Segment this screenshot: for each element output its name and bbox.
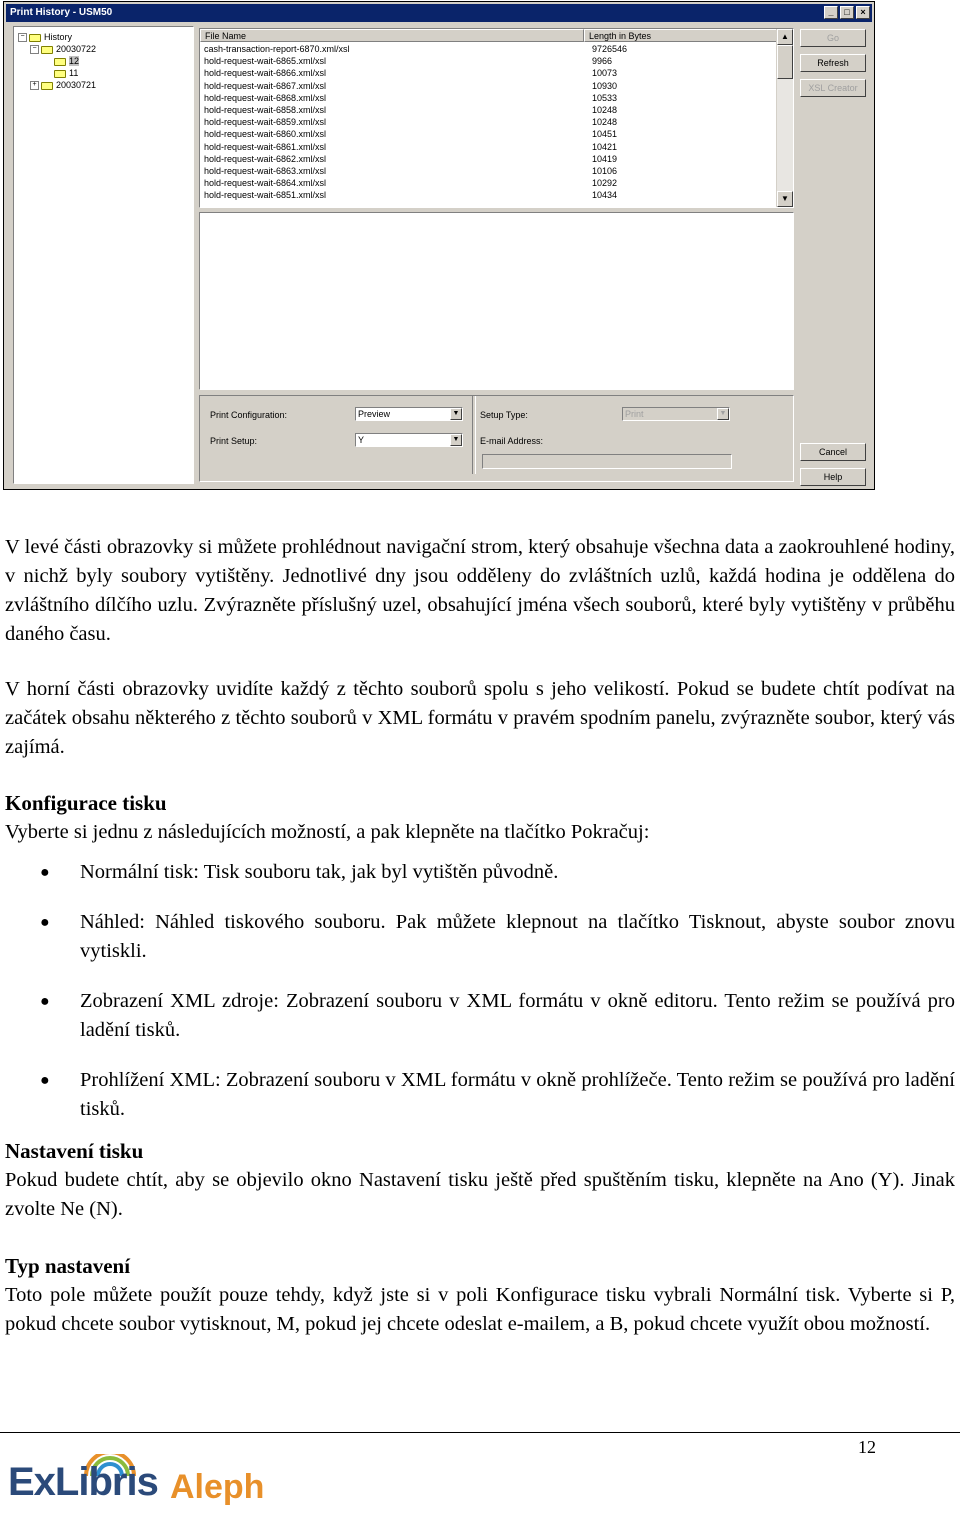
length-cell: 9726546 [592,44,628,54]
length-cell: 10930 [592,80,618,91]
folder-open-icon [41,46,53,54]
tree-node-hour[interactable]: 11 [54,67,78,79]
setup-type-label: Setup Type: [480,410,528,420]
dropdown-arrow-icon[interactable]: ▼ [717,408,729,420]
table-row[interactable] [200,55,777,67]
options-divider [472,396,476,474]
file-name-cell: hold-request-wait-6868.xml/xsl [204,92,327,103]
bullet-icon: ● [40,993,50,1010]
print-setup-label: Print Setup: [210,436,258,446]
length-cell: 10451 [592,129,618,140]
footer-rule [0,1432,960,1433]
folder-icon [54,58,66,66]
file-name-cell: hold-request-wait-6862.xml/xsl [204,153,327,164]
length-cell: 9966 [592,56,613,67]
table-row[interactable] [200,104,777,116]
length-cell: 10434 [592,190,618,201]
length-cell: 10419 [592,153,618,164]
paragraph-setup-type: Toto pole můžete použít pouze tehdy, když jste si v poli Konfigurace tisku vybrali Normální tisk. Vyberte si P, pokud chcete soubor vytisknout, M, pokud jej chcete odeslat e-mailem, a B, pokud chcete využít obou možností. [5,1284,955,1335]
scroll-up-icon[interactable]: ▲ [777,29,793,45]
heading-print-setup: Nastavení tisku [5,1139,144,1163]
file-name-cell: hold-request-wait-6865.xml/xsl [204,56,327,67]
bullet-normal-print: Normální tisk: Tisk souboru tak, jak byl vytištěn původně. [80,861,559,883]
file-list-grid[interactable] [199,28,794,208]
grid-scrollbar[interactable] [776,29,793,207]
collapse-icon[interactable]: − [18,33,27,42]
file-name-cell: cash-transaction-report-6870.xml/xsl [204,44,350,54]
table-row[interactable] [200,43,777,55]
table-row[interactable] [200,141,777,153]
length-cell: 10292 [592,178,618,189]
window-titlebar [6,4,872,22]
maximize-button[interactable]: □ [840,6,854,19]
bullet-icon: ● [40,864,50,881]
logo-exlibris-text: ExLibris [8,1460,158,1504]
file-name-cell: hold-request-wait-6864.xml/xsl [204,178,327,189]
tree-node-day[interactable]: + 20030721 [30,79,96,91]
tree-node-history[interactable]: − History [18,31,72,43]
paragraph-navigation-tree: V levé části obrazovky si můžete prohlédnout navigační strom, který obsahuje všechna data a zaokrouhlené hodiny, v nichž byly soubory vytištěny. Jednotlivé dny jsou odděleny do zvláštních uzlů, každá hodina je oddělena do zvláštního dílčího uzlu. Zvýrazněte příslušný uzel, obsahující jména všech souborů, které byly vytištěny v průběhu daného času. [5,536,955,645]
file-name-cell: hold-request-wait-6851.xml/xsl [204,190,327,201]
minimize-button[interactable]: _ [824,6,838,19]
file-name-cell: hold-request-wait-6858.xml/xsl [204,105,327,115]
help-button[interactable]: Help [800,468,866,486]
bullet-xml-browse: Prohlížení XML: Zobrazení souboru v XML formátu v okně prohlížeče. Tento režim se používá pro ladění tisků. [80,1069,955,1120]
table-row[interactable] [200,80,777,92]
page-number: 12 [858,1437,876,1457]
length-cell: 10106 [592,166,618,176]
length-cell: 10248 [592,105,618,115]
folder-open-icon [29,34,41,42]
bullet-xml-source: Zobrazení XML zdroje: Zobrazení souboru v XML formátu v okně editoru. Tento režim se používá pro ladění tisků. [80,990,955,1041]
file-name-cell: hold-request-wait-6867.xml/xsl [204,80,327,91]
email-field[interactable] [482,454,732,469]
file-name-cell: hold-request-wait-6861.xml/xsl [204,141,327,152]
folder-icon [54,70,66,78]
table-row[interactable] [200,128,777,140]
table-row[interactable] [200,116,777,128]
heading-print-configuration: Konfigurace tisku [5,791,167,815]
heading-setup-type: Typ nastavení [5,1254,131,1278]
paragraph-file-list: V horní části obrazovky uvidíte každý z těchto souborů spolu s jeho velikostí. Pokud se budete chtít podívat na začátek obsahu některého z těchto souborů v XML formátu v pravém spodním panelu, zvýrazněte soubor, který vás zajímá. [5,678,955,758]
tree-node-day[interactable]: − 20030722 [30,43,96,55]
print-setup-select[interactable]: Y ▼ [355,433,463,447]
paragraph-print-setup: Pokud budete chtít, aby se objevilo okno Nastavení tisku ještě před spuštěním tisku, klepněte na Ano (Y). Jinak zvolte Ne (N). [5,1169,955,1220]
length-cell: 10533 [592,92,618,103]
length-cell: 10421 [592,141,618,152]
file-name-cell: hold-request-wait-6860.xml/xsl [204,129,327,140]
table-row[interactable] [200,67,777,79]
print-config-select[interactable]: Preview ▼ [355,407,463,421]
setup-type-select[interactable]: Print ▼ [622,407,730,421]
refresh-button[interactable]: Refresh [800,54,866,72]
dropdown-arrow-icon[interactable]: ▼ [450,434,462,446]
column-header-file-name[interactable]: File Name [200,29,584,42]
length-cell: 10073 [592,68,618,79]
email-label: E-mail Address: [480,436,544,446]
close-button[interactable]: × [856,6,870,19]
bullet-preview: Náhled: Náhled tiskového souboru. Pak můžete klepnout na tlačítko Tisknout, abyste soubor znovu vytiskli. [80,911,955,962]
table-row[interactable] [200,153,777,165]
length-cell: 10248 [592,117,618,128]
window-title: Print History - USM50 [10,7,113,18]
scroll-thumb[interactable] [777,45,793,79]
table-row[interactable] [200,189,777,201]
table-row[interactable] [200,165,777,177]
xsl-creator-button[interactable]: XSL Creator [800,79,866,97]
scroll-down-icon[interactable]: ▼ [777,191,793,207]
tree-node-hour[interactable]: 12 [54,55,79,67]
print-history-window [3,1,875,490]
bullet-icon: ● [40,914,50,931]
expand-icon[interactable]: + [30,81,39,90]
table-row[interactable] [200,177,777,189]
bullet-icon: ● [40,1072,50,1089]
cancel-button[interactable]: Cancel [800,443,866,461]
file-name-cell: hold-request-wait-6863.xml/xsl [204,166,327,176]
file-name-cell: hold-request-wait-6859.xml/xsl [204,117,327,128]
logo-aleph-text: Aleph [170,1468,265,1506]
dropdown-arrow-icon[interactable]: ▼ [450,408,462,420]
collapse-icon[interactable]: − [30,45,39,54]
column-header-length[interactable]: Length in Bytes [584,29,777,42]
xml-preview-panel[interactable] [199,212,794,390]
print-options-panel [199,395,794,482]
folder-icon [41,82,53,90]
paragraph-choose-option: Vyberte si jednu z následujících možností, a pak klepněte na tlačítko Pokračuj: [5,821,650,843]
history-tree[interactable] [13,26,194,484]
print-config-label: Print Configuration: [210,410,288,420]
go-button[interactable]: Go [800,29,866,47]
file-name-cell: hold-request-wait-6866.xml/xsl [204,68,327,79]
table-row[interactable] [200,92,777,104]
